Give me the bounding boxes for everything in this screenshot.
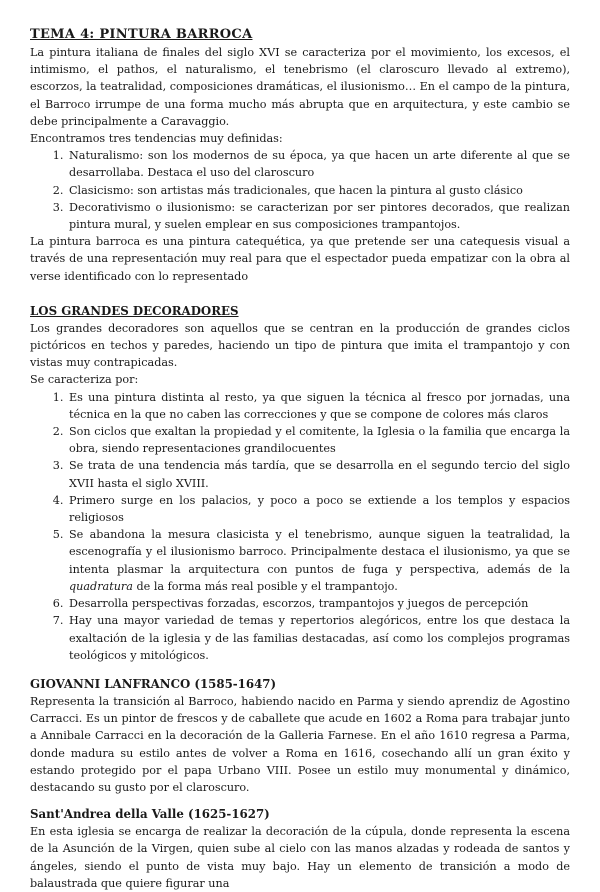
decoradores-lead: Se caracteriza por: xyxy=(30,373,139,387)
section-heading-lanfranco: GIOVANNI LANFRANCO (1585-1647) xyxy=(30,676,277,691)
intro-closing: La pintura barroca es una pintura catequética, ya que pretende ser una catequesis visual a través de una representación muy real para que el espectador pueda empatizar con la obra al verse identificado con lo representado xyxy=(30,235,570,283)
quadratura-term: quadratura xyxy=(69,579,133,593)
intro-lead: Encontramos tres tendencias muy definidas: xyxy=(30,132,283,146)
list-item: 2. Son ciclos que exaltan la propiedad y el comitente, la Iglesia o la familia que encarga la obra, siendo representaciones grandilocuentes xyxy=(67,423,570,457)
tendencias-list xyxy=(30,147,570,233)
list-item: 3. Decorativismo o ilusionismo: se caracterizan por ser pintores decorados, que realizan pintura mural, y suelen emplear en sus composiciones trampantojos. xyxy=(67,199,570,233)
list-item: 1. Es una pintura distinta al resto, ya que siguen la técnica al fresco por jornadas, una técnica en la que no caben las correcciones y que se compone de colores más claros xyxy=(67,389,570,423)
decoradores-paragraph: Los grandes decoradores son aquellos que se centran en la producción de grandes ciclos pictóricos en techos y paredes, haciendo un tipo de pintura que imita el trampantojo y con vistas muy contrapicadas. xyxy=(30,321,570,370)
santandrea-paragraph: En esta iglesia se encarga de realizar la decoración de la cúpula, donde representa la escena de la Asunción de la Virgen, quien sube al cielo con las manos alzadas y rodeada de santos y ángeles, siendo el punto de vista muy bajo. Hay un elemento de transición a modo de balaustrada que quiere figurar una xyxy=(30,825,570,890)
list-item: 6. Desarrolla perspectivas forzadas, escorzos, trampantojos y juegos de percepción xyxy=(67,595,570,612)
list-item xyxy=(67,526,570,595)
section-heading-santandrea: Sant'Andrea della Valle (1625-1627) xyxy=(30,807,270,822)
list-item: 2. Clasicismo: son artistas más tradicionales, que hacen la pintura al gusto clásico xyxy=(67,182,570,199)
list-item: 7. Hay una mayor variedad de temas y repertorios alegóricos, entre los que destaca la exaltación de la iglesia y de las familias destacadas, así como los complejos programas teológicos y mitológicos. xyxy=(67,612,570,664)
list-item: 1. Naturalismo: son los modernos de su época, ya que hacen un arte diferente al que se desarrollaba. Destaca el uso del claroscuro xyxy=(67,147,570,181)
intro-paragraph: La pintura italiana de finales del siglo XVI se caracteriza por el movimiento, los excesos, el intimismo, el pathos, el naturalismo, el tenebrismo (el claroscuro llevado al extremo), escorzos, la teatralidad, composiciones dramáticas, el ilusionismo… En el campo de la pintura, el Barroco irrumpe de una forma mucho más abrupta que en arquitectura, y este cambio se debe principalmente a Caravaggio. xyxy=(30,46,570,128)
list-item-text: de la forma más real posible y el trampantojo. xyxy=(132,579,398,593)
lanfranco-paragraph: Representa la transición al Barroco, habiendo nacido en Parma y siendo aprendiz de Agostino Carracci. Es un pintor de frescos y de caballete que acude en 1602 a Roma para trabajar junto a Annibale Carracci en la decoración de la Galleria Farnese. En el año 1610 regresa a Parma, donde madura su estilo antes de volver a Roma en 1616, cosechando allí un gran éxito y estando protegido por el papa Urbano VIII. Posee un estilo muy monumental y dinámico, destacando su gusto por el claroscuro. xyxy=(30,694,570,794)
caracteristicas-list xyxy=(30,389,570,664)
section-heading-decoradores: LOS GRANDES DECORADORES xyxy=(30,303,239,318)
page-title: TEMA 4: PINTURA BARROCA xyxy=(30,27,253,42)
list-item-text: Se abandona la mesura clasicista y el tenebrismo, aunque siguen la teatralidad, la escenografía y el ilusionismo barroco. Principalmente destaca el ilusionismo, ya que se intenta plasmar la arquitectura con puntos de fuga y perspectiva, además de la xyxy=(69,528,570,576)
list-item: 3. Se trata de una tendencia más tardía, que se desarrolla en el segundo tercio del siglo XVII hasta el siglo XVIII. xyxy=(67,457,570,491)
list-item: 4. Primero surge en los palacios, y poco a poco se extiende a los templos y espacios religiosos xyxy=(67,492,570,526)
